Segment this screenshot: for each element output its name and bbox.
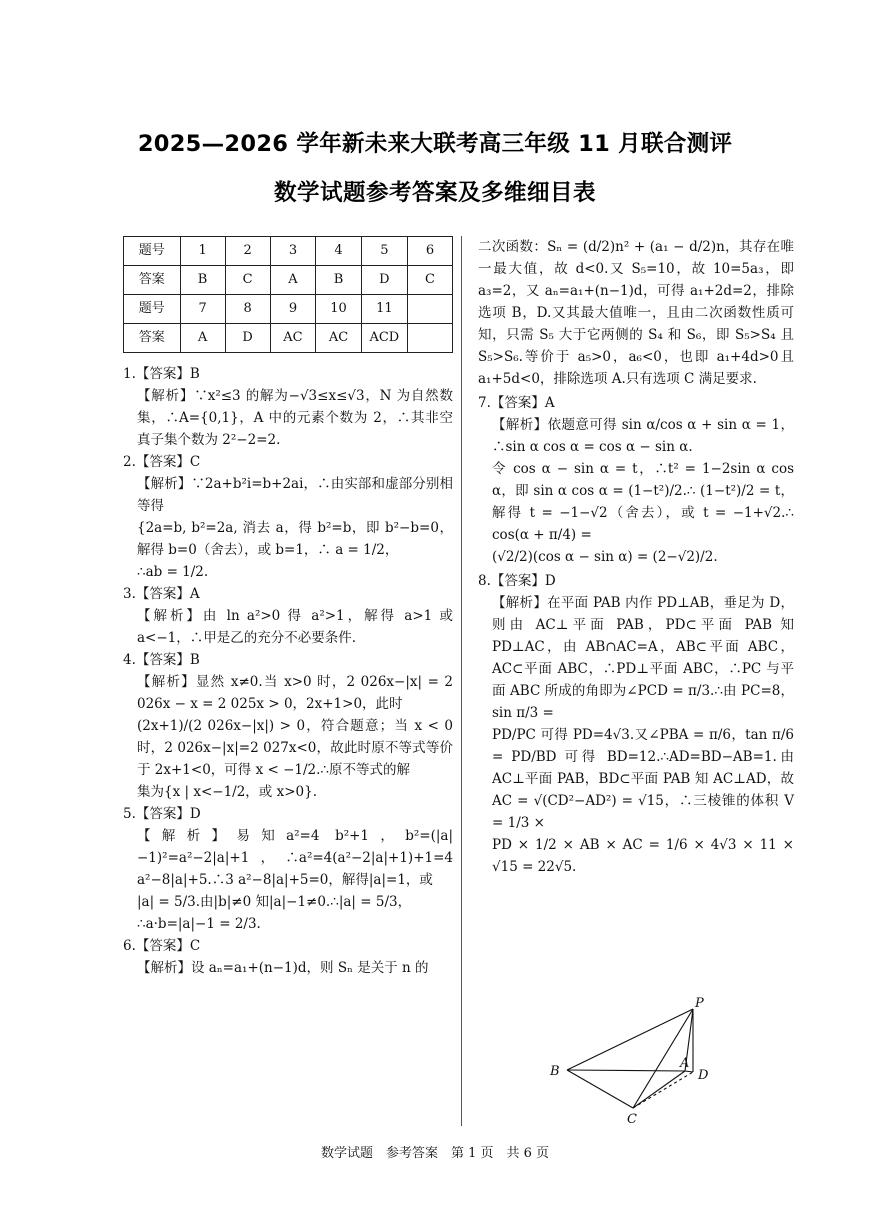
question-8-solution: PD/PC 可得 PD=4√3.又∠PBA = π/6，tan π/6 = PD/BD 可得 BD=12.∴AD=BD−AB=1.由 AC⊥平面 PAB，BD⊂平面 PAB 知 AC⊥AD，故 AC = √(CD²−AD²) = √15，∴三棱锥的体积 V = 1/3 × (492, 727, 794, 831)
table-cell: 2 (225, 237, 270, 266)
question-7-answer: 7.【答案】A (478, 395, 555, 411)
document-title: 2025—2026 学年新未来大联考高三年级 11 月联合测评 (137, 131, 733, 157)
question-5-solution: |a| = 5/3.由|b|≠0 知|a|−1≠0.∴|a| = 5/3， (137, 894, 412, 910)
page-footer: 数学试题 参考答案 第 1 页 共 6 页 (320, 1146, 550, 1161)
table-row (124, 324, 453, 353)
edge-CA (633, 1071, 685, 1108)
table-cell: B (316, 266, 362, 295)
question-7-solution: 令 cos α − sin α = t，∴t² = 1−2sin α cos α，即 sin α cos α = (1−t²)/2.∴ (1−t²)/2 = t，解得 t = −1−√2（舍去），或 t = −1+√2.∴ cos(α + π/4) = (492, 461, 794, 543)
question-2-solution: 【解析】∵2a+b²i=b+2ai，∴由实部和虚部分别相等得 (137, 476, 453, 514)
question-4-answer: 4.【答案】B (123, 652, 200, 668)
table-cell: ACD (361, 324, 407, 353)
table-cell: 答案 (124, 324, 181, 353)
label-C: C (627, 1112, 637, 1127)
tetrahedron-figure (545, 995, 725, 1130)
question-4-solution: 【解析】显然 x≠0.当 x>0 时，2 026x−|x| = 2 026x − x = 2 025x > 0，2x+1>0，此时 (137, 674, 453, 712)
question-3-solution: 【解析】由 ln a²>0 得 a²>1，解得 a>1 或 a<−1，∴甲是乙的充分不必要条件. (137, 608, 453, 646)
column-divider (461, 236, 462, 1126)
table-row (124, 295, 453, 324)
table-cell (407, 295, 452, 324)
question-7-solution: 【解析】依题意可得 sin α/cos α + sin α = 1，∴sin α cos α = cos α − sin α. (492, 417, 794, 455)
table-cell: A (270, 266, 316, 295)
table-cell: 题号 (124, 237, 181, 266)
answer-table (123, 236, 453, 353)
table-cell: D (361, 266, 407, 295)
table-cell: B (180, 266, 225, 295)
table-cell: AC (270, 324, 316, 353)
question-2-solution: {2a=b, b²=2a, 消去 a，得 b²=b，即 b²−b=0，解得 b=0（舍去），或 b=1，∴ a = 1/2， (137, 520, 453, 558)
table-cell: 9 (270, 295, 316, 324)
table-cell: D (225, 324, 270, 353)
table-row (124, 237, 453, 266)
edge-BC (567, 1070, 633, 1108)
question-4-solution: 集为{x | x<−1/2，或 x>0}. (137, 784, 317, 800)
label-A: A (680, 1056, 690, 1071)
table-cell: 7 (180, 295, 225, 324)
table-row (124, 266, 453, 295)
table-cell: 答案 (124, 266, 181, 295)
question-7-solution: (√2/2)(cos α − sin α) = (2−√2)/2. (492, 549, 718, 565)
question-5-solution: ∴a·b=|a|−1 = 2/3. (137, 916, 261, 932)
question-8-answer: 8.【答案】D (478, 573, 556, 589)
table-cell: 10 (316, 295, 362, 324)
table-cell: 5 (361, 237, 407, 266)
edge-BA (567, 1070, 685, 1071)
question-2-solution: ∴ab = 1/2. (137, 564, 209, 580)
label-B: B (550, 1064, 560, 1079)
table-cell: 3 (270, 237, 316, 266)
table-cell (407, 324, 452, 353)
table-cell: 1 (180, 237, 225, 266)
question-8-solution: PD × 1/2 × AB × AC = 1/6 × 4√3 × 11 × √15 = 22√5. (492, 837, 794, 875)
left-column (123, 236, 453, 979)
question-2-answer: 2.【答案】C (123, 454, 201, 470)
table-cell: 6 (407, 237, 452, 266)
table-cell: A (180, 324, 225, 353)
right-column (478, 236, 794, 878)
question-6-answer: 6.【答案】C (123, 938, 201, 954)
question-5-answer: 5.【答案】D (123, 806, 201, 822)
table-cell: 8 (225, 295, 270, 324)
document-subtitle: 数学试题参考答案及多维细目表 (273, 180, 596, 206)
question-1-answer: 1.【答案】B (123, 366, 200, 382)
table-cell: C (407, 266, 452, 295)
label-D: D (698, 1068, 709, 1083)
question-3-answer: 3.【答案】A (123, 586, 200, 602)
edge-CD (633, 1072, 693, 1108)
question-8-solution: 【解析】在平面 PAB 内作 PD⊥AB，垂足为 D，则由 AC⊥平面 PAB，PD⊂平面 PAB 知 PD⊥AC，由 AB∩AC=A，AB⊂平面 ABC，AC⊂平面 ABC，∴PD⊥平面 ABC，∴PC 与平面 ABC 所成的角即为∠PCD = π/3.∴由 PC=8，sin π/3 = (492, 595, 794, 721)
question-4-solution: (2x+1)/(2 026x−|x|) > 0，符合题意；当 x < 0 时，2 026x−|x|=2 027x<0，故此时原不等式等价于 2x+1<0，可得 x < −1/2.∴原不等式的解 (137, 718, 453, 778)
table-cell: 4 (316, 237, 362, 266)
question-1-solution: 【解析】∵x²≤3 的解为−√3≤x≤√3，N 为自然数集，∴A={0,1}，A 中的元素个数为 2，∴其非空真子集个数为 2²−2=2. (137, 388, 453, 448)
table-cell: 题号 (124, 295, 181, 324)
question-5-solution: 【解析】易知a²=4 b²+1，b²=(|a|−1)²=a²−2|a|+1，∴a²=4(a²−2|a|+1)+1=4 a²−8|a|+5.∴3 a²−8|a|+5=0，解得|a|=1，或 (137, 828, 453, 888)
label-P: P (695, 996, 704, 1011)
question-6-solution: 【解析】设 aₙ=a₁+(n−1)d，则 Sₙ 是关于 n 的 (137, 960, 429, 976)
table-cell: AC (316, 324, 362, 353)
table-cell: 11 (361, 295, 407, 324)
question-6-solution-continued: 二次函数：Sₙ = (d/2)n² + (a₁ − d/2)n，其存在唯一最大值，故 d<0.又 S₅=10，故 10=5a₃，即 a₃=2，又 aₙ=a₁+(n−1)d，可得 a₁+2d=2，排除选项 B，D.又其最大值唯一，且由二次函数性质可知，只需 S₅ 大于它两侧的 S₄ 和 S₆，即 S₅>S₄ 且 S₅>S₆.等价于 a₅>0，a₆<0，也即 a₁+4d>0且 a₁+5d<0，排除选项 A.只有选项 C 满足要求. (478, 239, 794, 387)
table-cell: C (225, 266, 270, 295)
edge-AD (685, 1071, 693, 1072)
